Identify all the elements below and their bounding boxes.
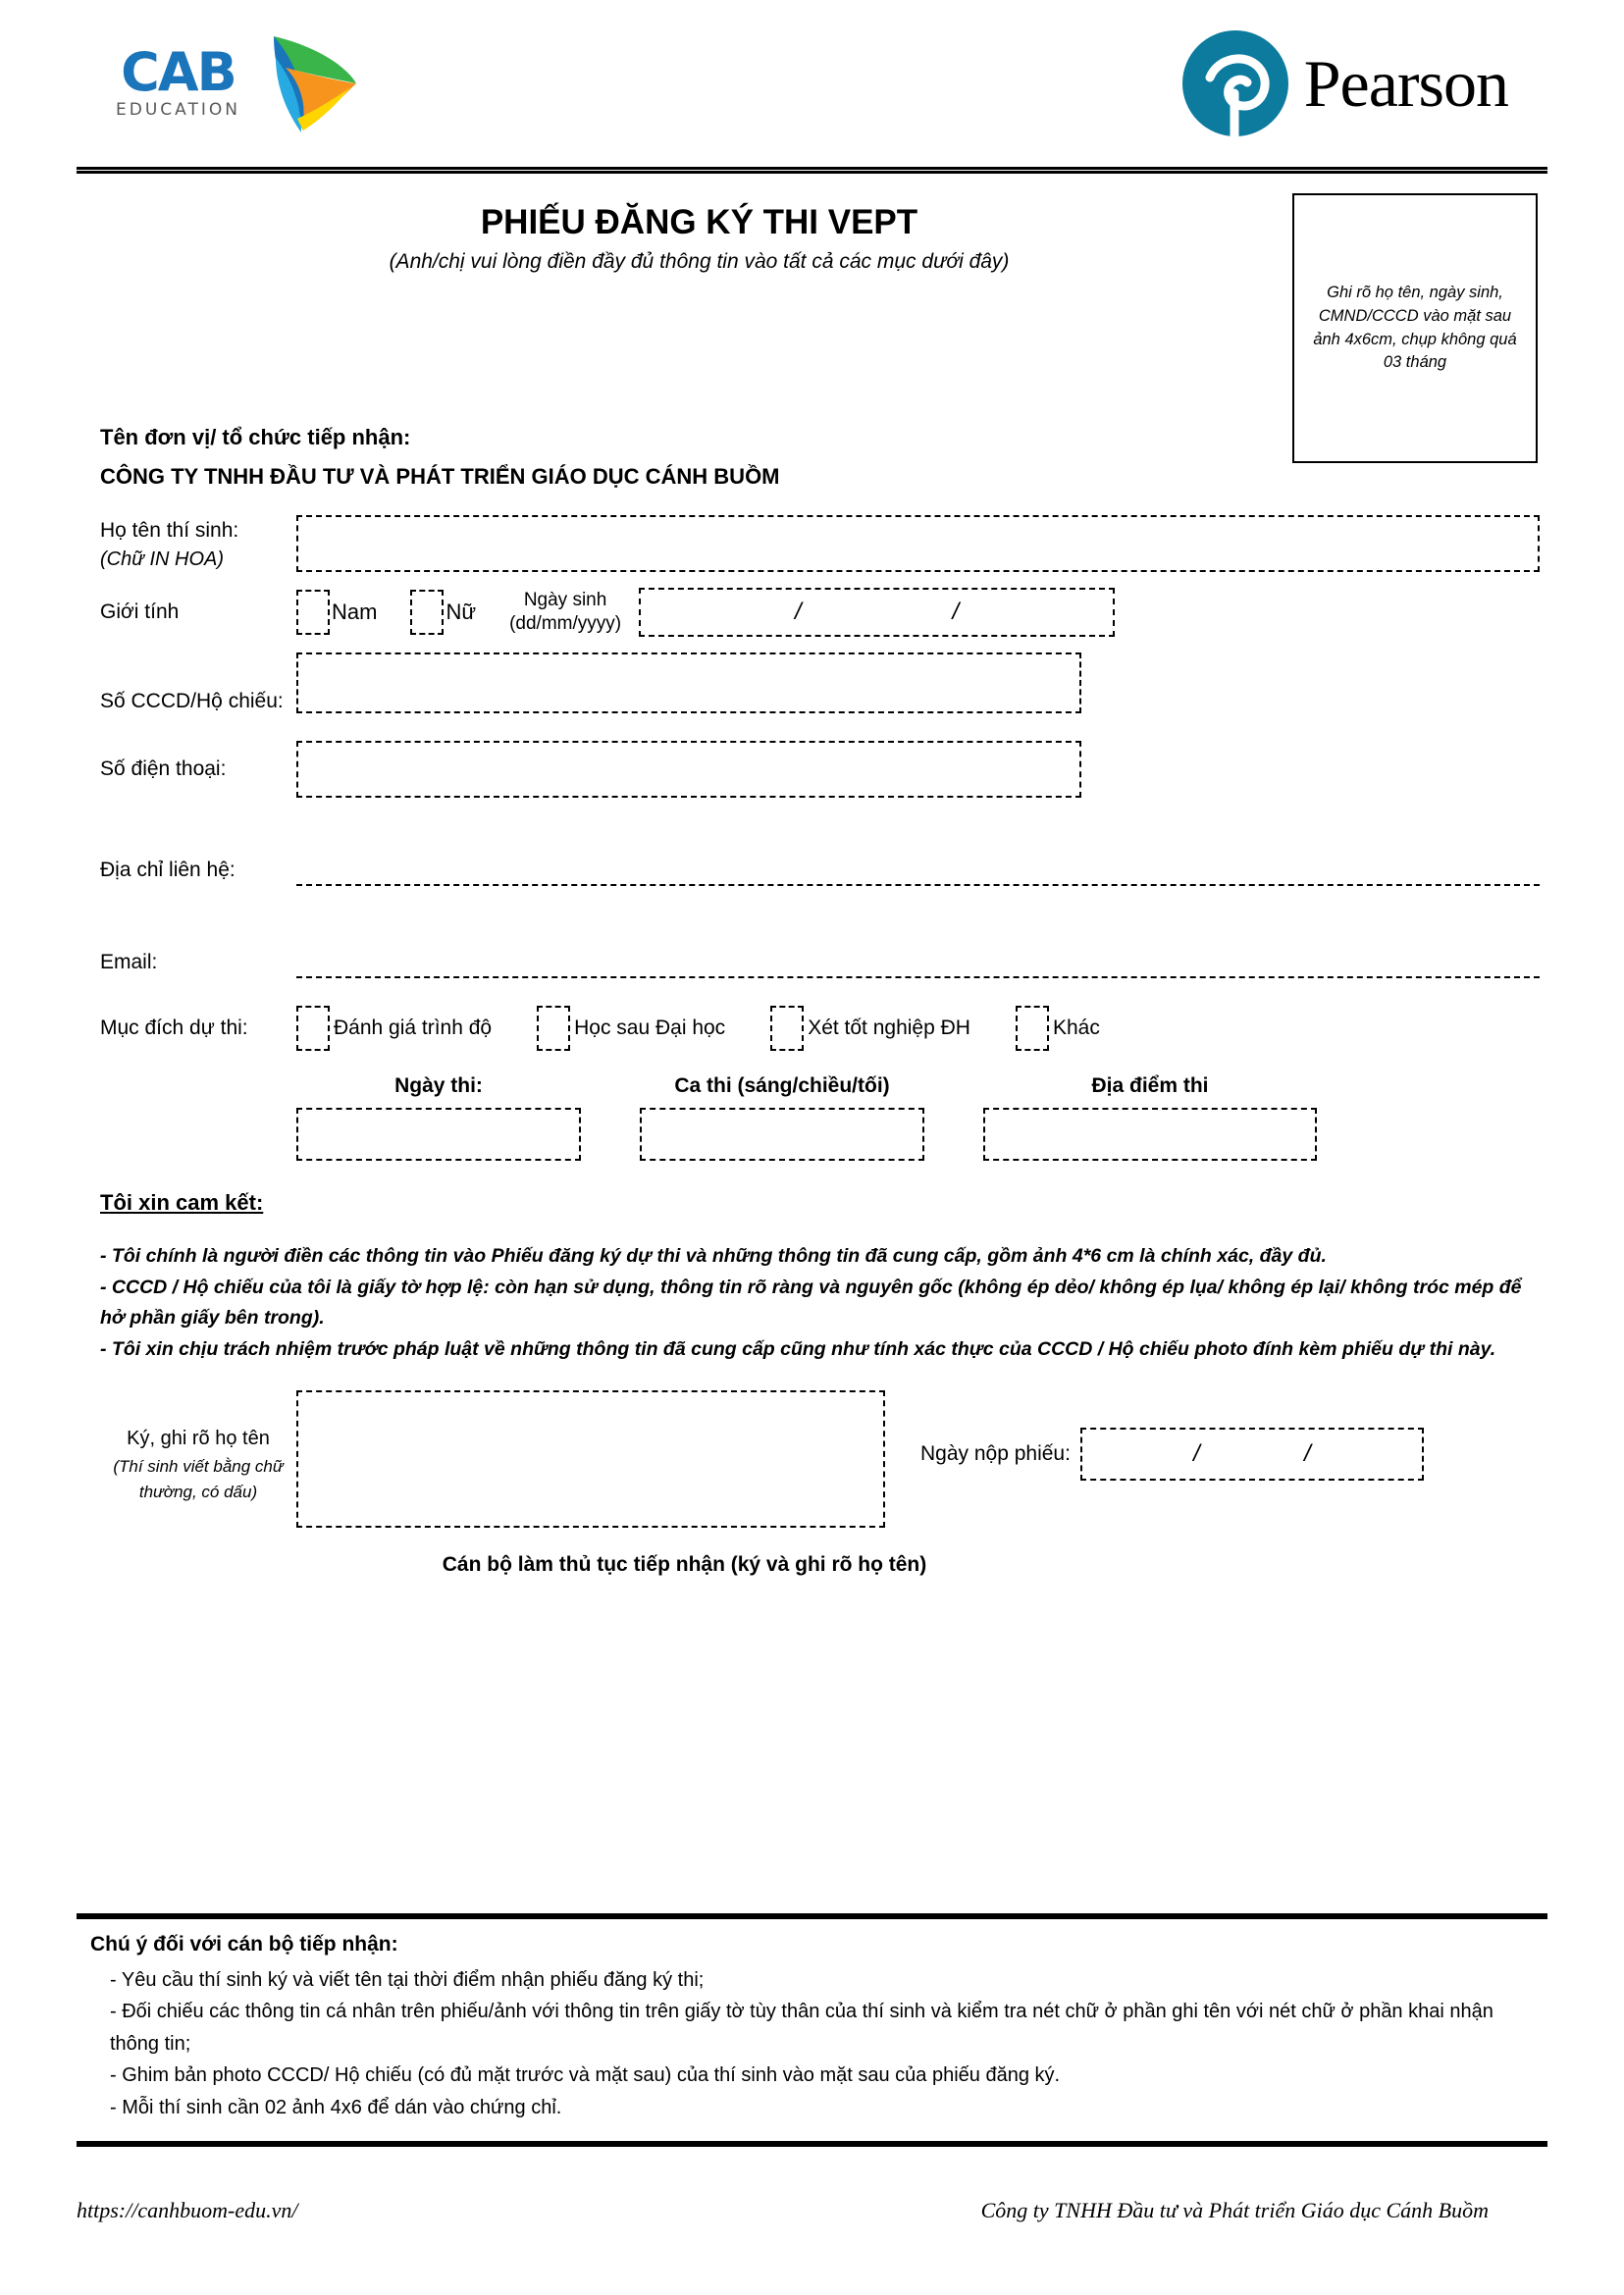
notes-title: Chú ý đối với cán bộ tiếp nhận: <box>90 1933 398 1956</box>
title-section <box>77 203 1547 399</box>
exam-schedule-row <box>100 1074 1547 1161</box>
purpose-checkbox-postgraduate[interactable] <box>537 1006 570 1051</box>
signature-sublabel: (Thí sinh viết bằng chữ thường, có dấu) <box>113 1457 284 1501</box>
notes-section <box>77 1913 1547 2147</box>
purpose-label: Mục đích dự thi: <box>100 1017 248 1039</box>
cab-sail-icon <box>246 25 364 142</box>
signature-label-group <box>100 1390 296 1504</box>
photo-placeholder-box <box>1292 193 1538 463</box>
pearson-logo <box>1180 28 1508 138</box>
cab-logo-text <box>116 41 240 120</box>
address-row <box>100 827 1547 886</box>
gender-checkbox-female[interactable] <box>410 590 444 635</box>
gender-label-female: Nữ <box>445 600 477 624</box>
notes-body <box>77 1919 1547 2133</box>
pearson-wordmark: Pearson <box>1303 46 1508 121</box>
full-name-sublabel: (Chữ IN HOA) <box>100 548 225 570</box>
exam-date-header: Ngày thi: <box>394 1074 483 1097</box>
dob-label-group <box>509 589 621 636</box>
commitment-line: - Tôi chính là người điền các thông tin vào Phiếu đăng ký dự thi và những thông tin đã cung cấp, gồm ảnh 4*6 cm là chính xác, đầy đủ. <box>100 1245 1327 1267</box>
purpose-option-postgraduate[interactable] <box>537 1006 725 1051</box>
commitment-line: - Tôi xin chịu trách nhiệm trước pháp luật về những thông tin đã cung cấp cũng như tính xác thực của CCCD / Hộ chiếu photo đính kèm phiếu dự thi này. <box>100 1337 1496 1360</box>
dob-input[interactable] <box>639 588 1115 637</box>
page-title: PHIẾU ĐĂNG KÝ THI VEPT <box>480 203 918 241</box>
purpose-option-level-assessment[interactable] <box>296 1006 492 1051</box>
purpose-text-other: Khác <box>1052 1017 1100 1039</box>
submit-date-input[interactable] <box>1080 1428 1424 1481</box>
purpose-row <box>100 1000 1547 1057</box>
page-subtitle: (Anh/chị vui lòng điền đầy đủ thông tin vào tất cả các mục dưới đây) <box>389 250 1010 273</box>
photo-placeholder-instructions: Ghi rõ họ tên, ngày sinh, CMND/CCCD vào mặt sau ảnh 4x6cm, chụp không quá 03 tháng <box>1313 283 1517 372</box>
cab-logo-tagline: EDUCATION <box>116 99 240 120</box>
commitment-title: Tôi xin cam kết: <box>100 1190 264 1215</box>
email-label: Email: <box>100 951 158 973</box>
submit-date-label: Ngày nộp phiếu: <box>920 1442 1071 1466</box>
dob-separator-2: / <box>952 599 960 625</box>
exam-date-input[interactable] <box>296 1108 581 1161</box>
organization-name: CÔNG TY TNHH ĐẦU TƯ VÀ PHÁT TRIỂN GIÁO DỤC CÁNH BUỒM <box>100 464 780 489</box>
id-number-row <box>100 649 1547 717</box>
exam-session-input[interactable] <box>640 1108 924 1161</box>
header-divider <box>77 167 1547 174</box>
gender-dob-row <box>100 582 1547 643</box>
submit-date-separator-2: / <box>1304 1440 1311 1468</box>
purpose-checkbox-other[interactable] <box>1016 1006 1049 1051</box>
full-name-row <box>100 515 1547 572</box>
cab-education-logo <box>116 25 364 142</box>
signature-section <box>77 1390 1547 1528</box>
pearson-mark-icon <box>1180 28 1290 138</box>
purpose-text-postgraduate: Học sau Đại học <box>574 1017 726 1039</box>
exam-date-group <box>296 1074 581 1161</box>
full-name-label-group <box>100 515 296 571</box>
id-number-label: Số CCCD/Hộ chiếu: <box>100 690 284 712</box>
submit-date-separator-1: / <box>1193 1440 1200 1468</box>
notes-bottom-divider <box>77 2141 1547 2147</box>
dob-label-line2: (dd/mm/yyyy) <box>509 613 622 634</box>
signature-label: Ký, ghi rõ họ tên <box>127 1428 270 1450</box>
purpose-checkbox-level-assessment[interactable] <box>296 1006 330 1051</box>
cab-logo-wordmark: CAB <box>121 41 236 104</box>
exam-location-header: Địa điểm thi <box>1091 1074 1209 1097</box>
id-number-input[interactable] <box>296 652 1081 713</box>
email-input[interactable] <box>296 976 1540 978</box>
footer-website[interactable]: https://canhbuom-edu.vn/ <box>77 2198 298 2222</box>
gender-checkbox-male[interactable] <box>296 590 330 635</box>
purpose-option-graduation[interactable] <box>770 1006 970 1051</box>
full-name-label: Họ tên thí sinh: <box>100 519 239 542</box>
commitment-line: - CCCD / Hộ chiếu của tôi là giấy tờ hợp lệ: còn hạn sử dụng, thông tin rõ ràng và nguyên gốc (không ép dẻo/ không ép lụa/ không ép lại/ không tróc mép để hở phần giấy bên trong). <box>100 1276 1522 1330</box>
organization-label: Tên đơn vị/ tổ chức tiếp nhận: <box>100 425 411 449</box>
exam-location-group <box>983 1074 1317 1161</box>
note-item: - Ghim bản photo CCCD/ Hộ chiếu (có đủ mặt trước và mặt sau) của thí sinh vào mặt sau của phiếu đăng ký. <box>110 2064 1061 2087</box>
purpose-text-level-assessment: Đánh giá trình độ <box>334 1017 493 1039</box>
purpose-option-other[interactable] <box>1016 1006 1100 1051</box>
email-row <box>100 917 1547 978</box>
dob-label-line1: Ngày sinh <box>523 590 607 611</box>
full-name-input[interactable] <box>296 515 1540 572</box>
page-header <box>77 0 1547 167</box>
dob-separator-1: / <box>794 599 802 625</box>
exam-session-group <box>640 1074 924 1161</box>
phone-row <box>100 739 1547 800</box>
phone-input[interactable] <box>296 741 1081 798</box>
submit-date-group <box>920 1390 1424 1481</box>
gender-label: Giới tính <box>100 600 180 623</box>
purpose-text-graduation: Xét tốt nghiệp ĐH <box>808 1017 970 1039</box>
phone-label: Số điện thoại: <box>100 757 227 780</box>
footer-company: Công ty TNHH Đầu tư và Phát triển Giáo dục Cánh Buồm <box>980 2198 1489 2222</box>
address-input[interactable] <box>296 884 1540 886</box>
note-item: - Mỗi thí sinh cần 02 ảnh 4x6 để dán vào chứng chỉ. <box>110 2096 562 2118</box>
note-item: - Yêu cầu thí sinh ký và viết tên tại thời điểm nhận phiếu đăng ký thi; <box>110 1969 705 1991</box>
officer-signature-note: Cán bộ làm thủ tục tiếp nhận (ký và ghi rõ họ tên) <box>442 1553 927 1577</box>
form-fields-section <box>77 515 1547 1161</box>
purpose-checkbox-graduation[interactable] <box>770 1006 804 1051</box>
commitment-section <box>77 1190 1547 1365</box>
exam-session-header: Ca thi (sáng/chiều/tối) <box>674 1074 890 1097</box>
page-footer <box>77 2198 1547 2223</box>
exam-location-input[interactable] <box>983 1108 1317 1161</box>
address-label: Địa chỉ liên hệ: <box>100 859 236 881</box>
signature-input[interactable] <box>296 1390 885 1528</box>
gender-label-male: Nam <box>332 600 378 624</box>
note-item: - Đối chiếu các thông tin cá nhân trên phiếu/ảnh với thông tin trên giấy tờ tùy thân của thí sinh và kiểm tra nét chữ ở phần ghi tên với nét chữ ở phần khai nhận thông tin; <box>110 2001 1493 2055</box>
